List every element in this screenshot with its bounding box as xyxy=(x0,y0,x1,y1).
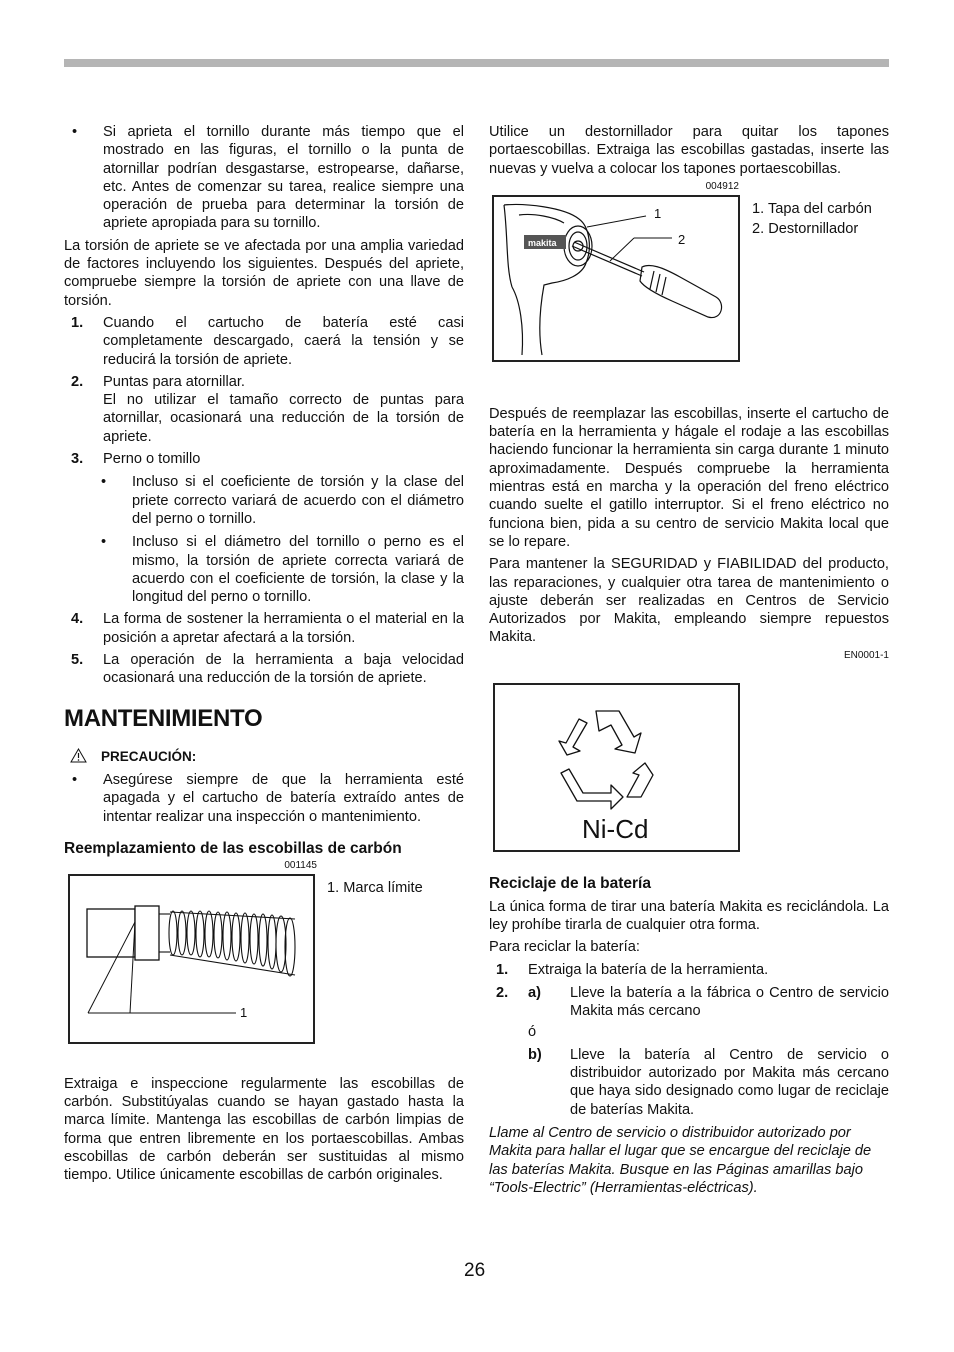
item-text: Perno o tomillo xyxy=(103,451,201,468)
option-label: b) xyxy=(528,1046,542,1063)
sub-bullet xyxy=(64,473,464,528)
bullet-dot: • xyxy=(101,534,107,551)
makita-logo: makita xyxy=(528,237,557,248)
nicd-label: Ni-Cd xyxy=(582,813,649,844)
bullet-dot: • xyxy=(72,771,78,788)
list-item xyxy=(64,651,464,688)
figure-caption: 1. Marca límite xyxy=(327,879,423,896)
sub-bullet-text: Incluso si el diámetro del tornillo o perno es el mismo, la torsión de apriete correcta variará de acuerdo con el coeficiente de torsión, la clase y la longitud del perno o tornillo. xyxy=(132,534,464,606)
list-item xyxy=(64,373,464,446)
brush-paragraph: Extraiga e inspeccione regularmente las escobillas de carbón. Substitúyalas cuando se hayan gastado hasta la marca límite. Mantenga las escobillas de carbón limpias de forma que entren libremente en los portaescobillas. Ambas escobillas de carbón deberán ser sustituidas al mismo tiempo. Utilice únicamente escobillas de carbón originales. xyxy=(64,1075,464,1184)
list-item xyxy=(64,450,464,468)
caution-bullet xyxy=(64,771,464,826)
item-number: 4. xyxy=(71,611,84,628)
figure-brush xyxy=(64,859,464,1049)
warning-icon xyxy=(70,748,87,763)
tool-screwdriver-illustration xyxy=(494,197,738,360)
item-number: 5. xyxy=(71,652,84,669)
closing-note: Llame al Centro de servicio o distribuidor autorizado por Makita para hallar el lugar que se encargue del reciclaje de las baterías Makita. Busque en las Páginas amarillas bajo “Tools-Electric” (Herramientas-eléctricas). xyxy=(489,1125,872,1196)
item-number: 1. xyxy=(496,961,509,978)
fig2-callout-1: 1 xyxy=(654,205,662,221)
figure-caption-1: 1. Tapa del carbón xyxy=(752,200,872,217)
item-text: Puntas para atornillar. xyxy=(103,373,245,390)
cap-paragraph: Utilice un destornillador para quitar los tapones portaescobillas. Extraiga las escobillas gastadas, inserte las nuevas y vuelva a colocar los tapones portaescobillas. xyxy=(489,124,889,177)
list-item xyxy=(489,961,889,979)
option-text: Lleve la batería al Centro de servicio o distribuidor autorizado por Makita más cercano que haya sido designado como lugar de reciclaje de baterías Makita. xyxy=(570,1046,889,1118)
brush-heading: Reemplazamiento de las escobillas de carbón xyxy=(64,839,402,857)
nicd-recycle-box xyxy=(493,683,740,852)
item-text: La operación de la herramienta a baja velocidad ocasionará una reducción de la torsión de apriete. xyxy=(103,652,464,687)
carbon-brush-illustration xyxy=(70,876,313,1042)
figure-screwdriver xyxy=(489,178,889,368)
recycle-icon xyxy=(495,685,738,850)
option-text: Lleve la batería a la fábrica o Centro de servicio Makita más cercano xyxy=(570,984,889,1020)
figure-frame xyxy=(492,195,740,362)
list-item xyxy=(489,984,889,1021)
header-rule xyxy=(64,59,889,67)
figure-frame xyxy=(68,874,315,1044)
option-label: a) xyxy=(528,984,541,1001)
caution-label: PRECAUCIÓN: xyxy=(101,748,197,764)
item-number: 2. xyxy=(496,984,509,1001)
or-text: ó xyxy=(528,1023,537,1040)
bullet-text: Si aprieta el tornillo durante más tiempo que el mostrado en las figuras, el tornillo o la punta de atornillar podrían desgastarse, estropearse, dañarse, etc. Antes de comenzar su tarea, realice siempre una operación de prueba para determinar la torsión de apriete apropiada para su tornillo. xyxy=(103,124,464,232)
item-text: Extraiga la batería de la herramienta. xyxy=(528,961,769,978)
item-text-detail: El no utilizar el tamaño correcto de puntas para atornillar, ocasionará una reducción de la torsión de apriete. xyxy=(103,392,464,445)
item-number: 1. xyxy=(71,314,84,331)
list-item xyxy=(64,610,464,647)
fig2-callout-2: 2 xyxy=(678,231,686,247)
safety-paragraph: Para mantener la SEGURIDAD y FIABILIDAD del producto, las reparaciones, y cualquier otra tarea de mantenimiento o ajuste deberán ser realizadas en Centros de Servicio Autorizados por Makita, empleando siempre repuestos Makita. xyxy=(489,556,889,646)
recycle-intro: Para reciclar la batería: xyxy=(489,939,640,956)
page-number: 26 xyxy=(464,1260,486,1281)
doc-code: EN0001-1 xyxy=(843,649,889,661)
figure-code: 004912 xyxy=(705,180,739,192)
item-text: Cuando el cartucho de batería esté casi completamente descargado, caerá la tensión y se reducirá la torsión de apriete. xyxy=(103,314,464,368)
bullet-dot: • xyxy=(101,474,107,491)
sub-bullet-text: Incluso si el coeficiente de torsión y la clase del priete correcto variará de acuerdo con el diámetro del perno o tornillo. xyxy=(132,474,464,527)
list-item xyxy=(64,314,464,369)
caution-text: Asegúrese siempre de que la herramienta esté apagada y el cartucho de batería extraído antes de intentar realizar una inspección o mantenimiento. xyxy=(103,771,464,825)
item-number: 2. xyxy=(71,373,84,390)
figure-code: 001145 xyxy=(284,859,317,871)
recycle-paragraph: La única forma de tirar una batería Makita es reciclándola. La ley prohíbe tirarla de cualquier otra forma. xyxy=(489,898,889,934)
figure-caption-2: 2. Destornillador xyxy=(752,220,859,237)
recycle-heading: Reciclaje de la batería xyxy=(489,874,651,892)
item-text: La forma de sostener la herramienta o el material en la posición a apretar afectará a la torsión. xyxy=(103,611,464,646)
left-column xyxy=(64,123,464,1185)
after-paragraph: Después de reemplazar las escobillas, inserte el cartucho de batería en la herramienta y hágale el rodaje a las escobillas haciendo funcionar la herramienta sin carga durante 1 minuto aproximadamente. Después compruebe la herramienta mientras está en marcha y la operación del freno eléctrico cuando suelte el gatillo interruptor. Si el freno eléctrico no funciona bien, pida a su centro de servicio Makita local que se lo repare. xyxy=(489,405,889,550)
bullet-dot: • xyxy=(72,124,78,140)
sub-bullet xyxy=(64,533,464,606)
item-number: 3. xyxy=(71,451,84,468)
torque-paragraph: La torsión de apriete se ve afectada por una amplia variedad de factores incluyendo los siguientes. Después del apriete, compruebe siempre la torsión de apriete con una llave de torsión. xyxy=(64,237,464,309)
caution-heading xyxy=(64,748,464,766)
bullet-item xyxy=(64,123,464,233)
fig1-callout-1: 1 xyxy=(240,1004,248,1020)
list-item xyxy=(489,1046,889,1119)
right-column xyxy=(489,123,889,1197)
section-title: MANTENIMIENTO xyxy=(64,704,263,732)
